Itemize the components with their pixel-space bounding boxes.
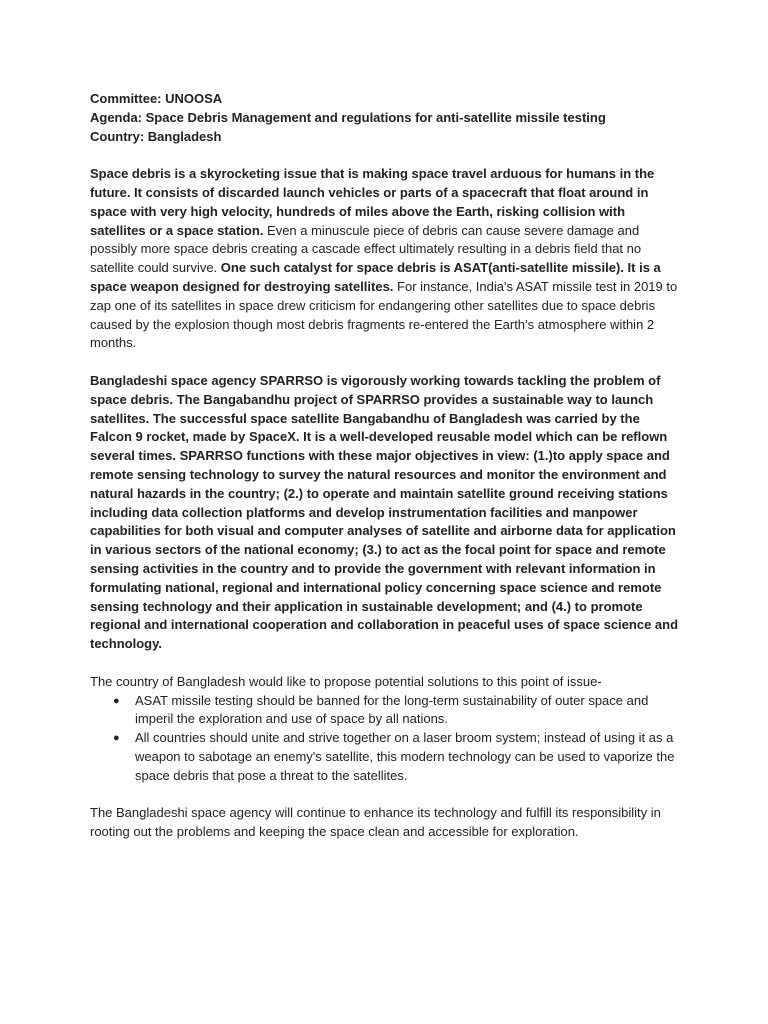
committee-line: Committee: UNOOSA xyxy=(90,91,223,106)
paragraph-conclusion: The Bangladeshi space agency will continue to enhance its technology and fulfill its responsibility in rooting out the problems and keeping the space clean and accessible for exploration. xyxy=(90,805,661,840)
body-text: For instance, India's ASAT missile test in 2019 to zap one of its satellites in space drew criticism for endangering other satellites due to space debris caused by the explosion though most debris fragments re-entered the Earth’s atmosphere within 2 months. xyxy=(90,278,678,351)
agenda-line: Agenda: Space Debris Management and regulations for anti-satellite missile testing xyxy=(90,109,606,125)
paragraph-sparrso xyxy=(90,372,682,654)
list-item xyxy=(90,692,682,730)
spacer xyxy=(90,785,682,804)
proposals-list xyxy=(90,692,682,786)
paragraph-space-debris xyxy=(90,165,682,353)
document-page xyxy=(90,90,682,842)
proposals-intro: The country of Bangladesh would like to propose potential solutions to this point of issue- xyxy=(90,673,602,689)
bold-text: One such catalyst for space debris is ASAT(anti-satellite missile). It is a space weapon designed for destroying satellites. xyxy=(90,260,661,294)
list-item xyxy=(90,729,682,785)
spacer xyxy=(90,353,682,372)
spacer xyxy=(90,146,682,165)
body-text: Even a minuscule piece of debris can cause severe damage and possibly more space debris creating a cascade effect ultimately resulting in a debris field that no satellite could survive. xyxy=(90,222,642,276)
bold-text: Space debris is a skyrocketing issue that is making space travel arduous for humans in the future. It consists of discarded launch vehicles or parts of a spacecraft that float around in space with very high velocity, hundreds of miles above the Earth, risking collision with satellites or a space station. xyxy=(90,166,655,238)
spacer xyxy=(90,654,682,673)
bold-text: Bangladeshi space agency SPARRSO is vigorously working towards tackling the problem of space debris. The Bangabandhu project of SPARRSO provides a sustainable way to launch satellites. The successful space satellite Bangabandhu of Bangladesh was carried by the Falcon 9 rocket, made by SpaceX. It is a well-developed reusable model which can be reflown several times. SPARRSO functions with these major objectives in view: (1.)to apply space and remote sensing technology to survey the natural resources and monitor the environment and natural hazards in the country; (2.) to operate and maintain satellite ground receiving stations including data collection platforms and develop instrumentation facilities and manpower capabilities for both visual and computer analyses of satellite and airborne data for application in various sectors of the national economy; (3.) to act as the focal point for space and remote sensing activities in the country and to provide the government with relevant information in formulating national, regional and international policy concerning space science and remote sensing technology and their application in sustainable development; and (4.) to promote regional and international cooperation and collaboration in peaceful uses of space science and technology. xyxy=(90,372,679,652)
country-line: Country: Bangladesh xyxy=(90,128,222,144)
list-item-text: ASAT missile testing should be banned for the long-term sustainability of outer space and imperil the exploration and use of space by all nations. xyxy=(135,692,649,727)
bullet-icon: ● xyxy=(113,732,120,745)
list-item-text: All countries should unite and strive together on a laser broom system; instead of using it as a weapon to sabotage an enemy's satellite, this modern technology can be used to vaporize the space debris that pose a threat to the satellites. xyxy=(135,730,675,783)
bullet-icon: ● xyxy=(113,694,120,707)
